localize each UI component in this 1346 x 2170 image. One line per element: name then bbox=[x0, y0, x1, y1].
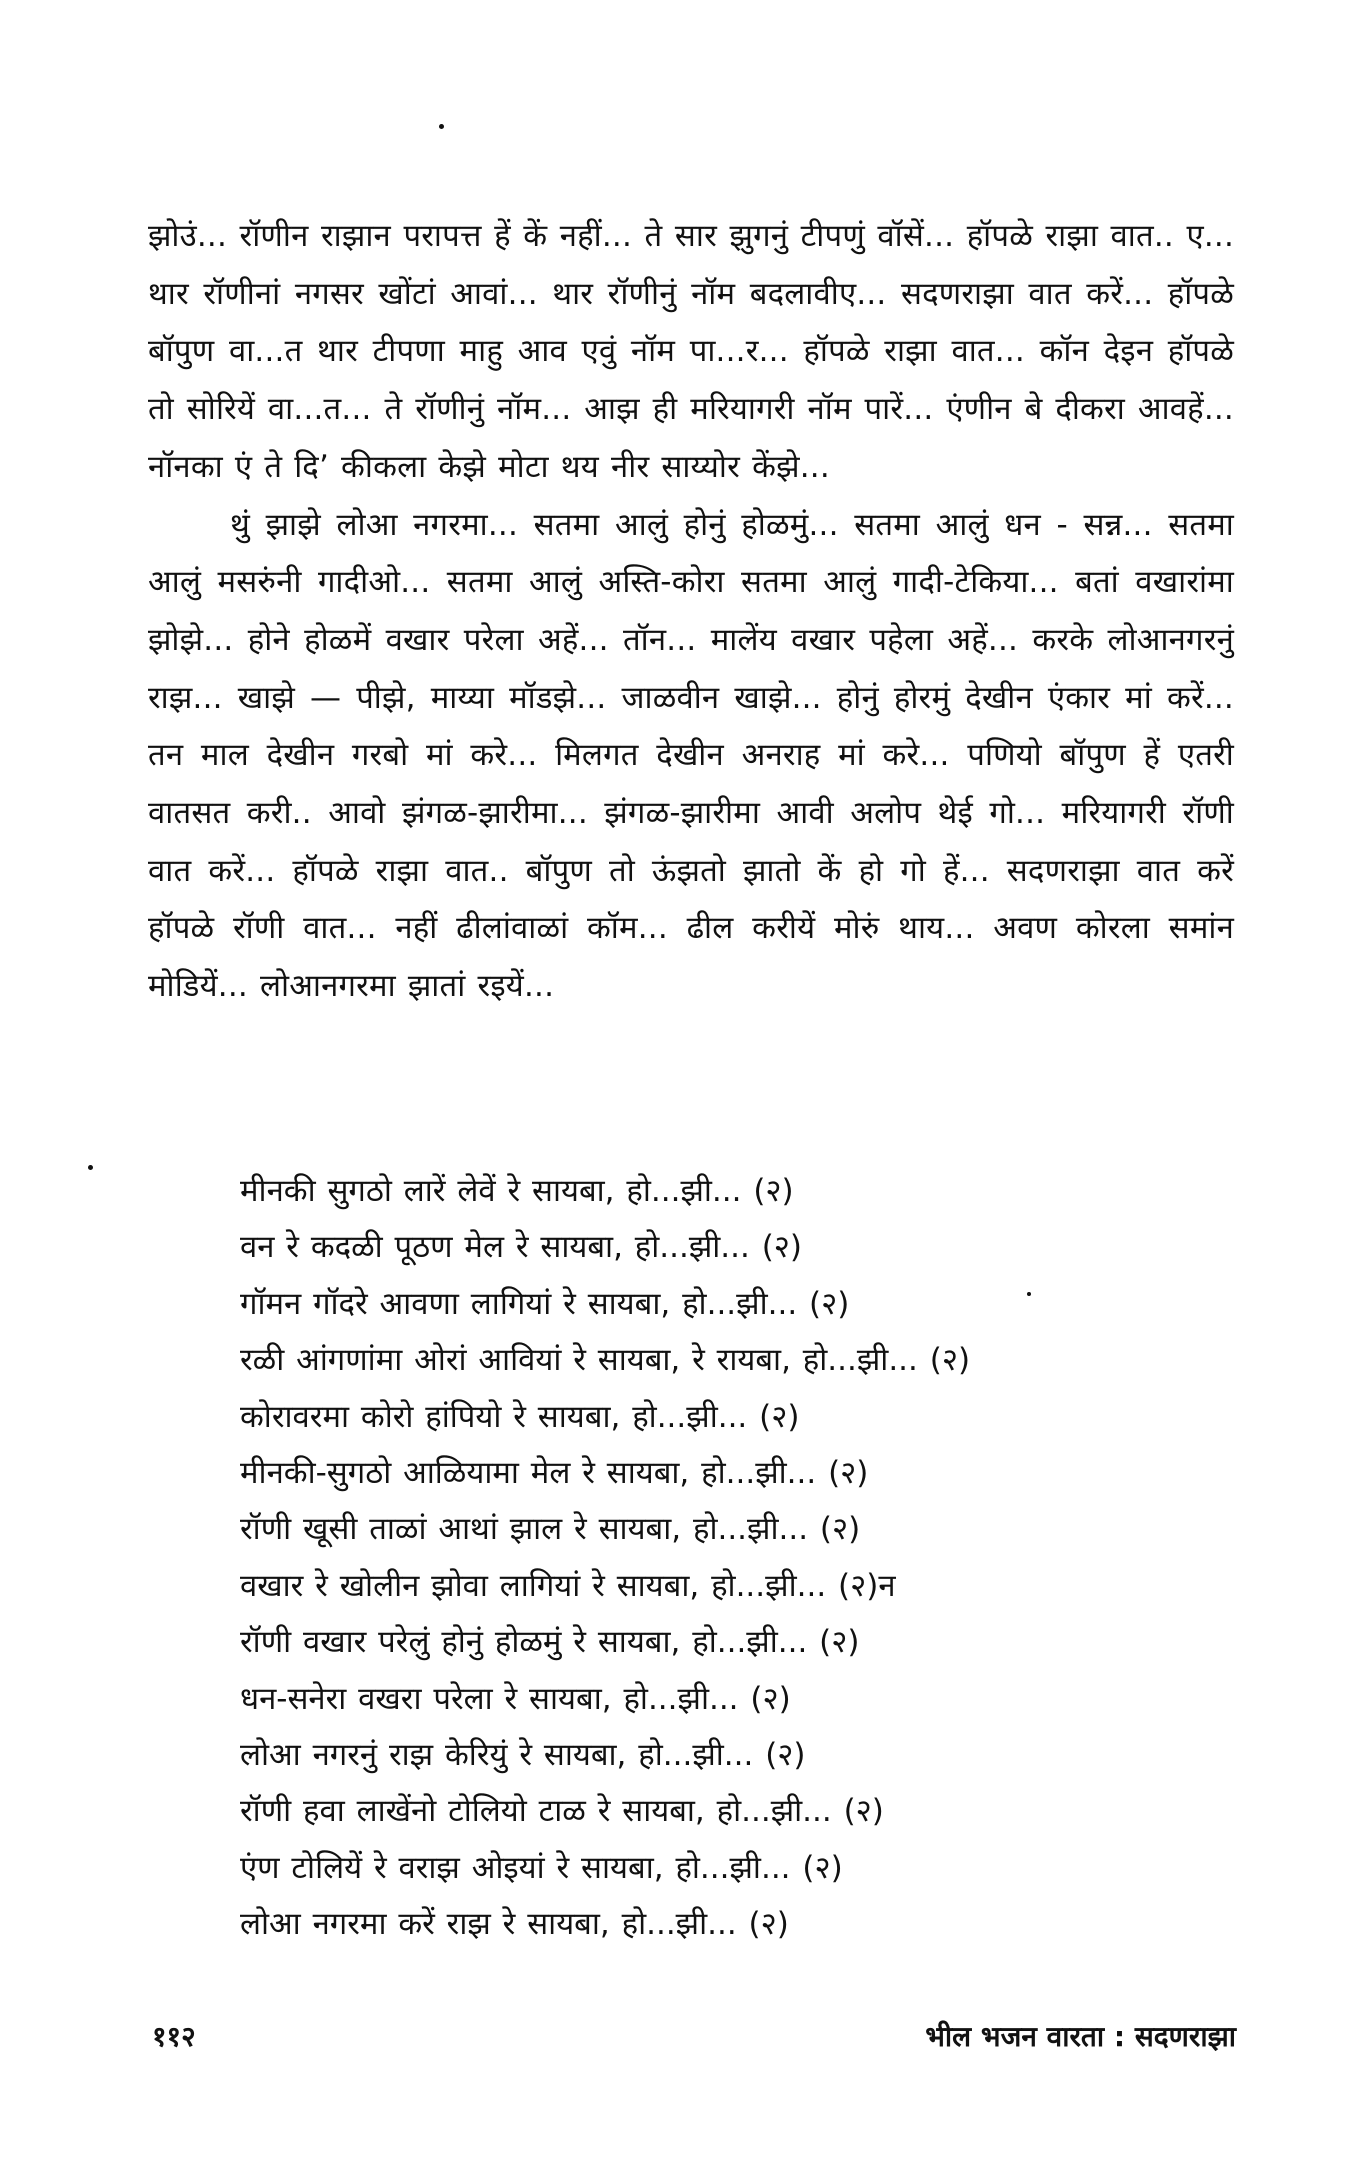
verse-line: धन-सनेरा वखरा परेला रे सायबा, हो...झी... (२) bbox=[240, 1680, 791, 1717]
page-number: ११२ bbox=[152, 2020, 196, 2053]
paragraph-2: थुं झाझे लोआ नगरमा... सतमा आलुं होनुं होळमुं... सतमा आलुं धन - सन्न... सतमा आलुं मसरुंनी गादीओ... सतमा आलुं अस्ति-कोरा सतमा आलुं गादी-टेकिया... बतां वखारांमा झोझे... होने होळमें वखार परेला अहें... तॉन... मालेंय वखार पहेला अहें... करके लोआनगरनुं राझ... खाझे — पीझे, माय्या मॉडझे... जाळवीन खाझे... होनुं होरमुं देखीन एंकार मां करें... तन माल देखीन गरबो मां करे... मिलगत देखीन अनराह मां करे... पणियो बॉपुण हें एतरी वातसत करी.. आवो झंगळ-झारीमा... झंगळ-झारीमा आवी अलोप थेई गो... मरियागरी रॉणी वात करें... हॉपळे राझा वात.. बॉपुण तो ऊंझतो झातो कें हो गो हें... सदणराझा वात करें हॉपळे रॉणी वात... नहीं ढीलांवाळां कॉम... ढील करीयें मोरुं थाय... अवण कोरला समांन मोडियें... लोआनगरमा झातां रइयें... bbox=[148, 506, 1234, 1005]
verse-line: रॉणी खूसी ताळां आथां झाल रे सायबा, हो...झी... (२) bbox=[240, 1511, 861, 1548]
verse-line: कोरावरमा कोरो हांपियो रे सायबा, हो...झी... (२) bbox=[240, 1398, 800, 1435]
verse-line: रळी आंगणांमा ओरां आवियां रे सायबा, रे रायबा, हो...झी... (२) bbox=[240, 1342, 971, 1379]
verse-line: लोआ नगरनुं राझ केरियुं रे सायबा, हो...झी... (२) bbox=[240, 1737, 806, 1774]
verse-line: वन रे कदळी पूठण मेल रे सायबा, हो...झी... (२) bbox=[240, 1229, 803, 1266]
verse-line: वखार रे खोलीन झोवा लागियां रे सायबा, हो...झी... (२)न bbox=[240, 1567, 896, 1604]
paragraph-1: झोउं... रॉणीन राझान परापत्त हें कें नहीं... ते सार झुगनुं टीपणुं वॉसें... हॉपळे राझा वात.. ए... थार रॉणीनां नगसर खोंटां आवां... थार रॉणीनुं नॉम बदलावीए... सदणराझा वात करें... हॉपळे बॉपुण वा...त थार टीपणा माहु आव एवुं नॉम पा...र... हॉपळे राझा वात... कॉन देइन हॉपळे तो सोरियें वा...त... ते रॉणीनुं नॉम... आझ ही मरियागरी नॉम पारें... एंणीन बे दीकरा आवहें... नॉनका एं ते दि’ कीकला केझे मोटा थय नीर साय्योर केंझे... bbox=[148, 218, 1234, 485]
verse-line: गॉमन गॉदरे आवणा लागियां रे सायबा, हो...झी... (२) bbox=[240, 1285, 850, 1322]
verse-line: मीनकी-सुगठो आळियामा मेल रे सायबा, हो...झी... (२) bbox=[240, 1455, 869, 1492]
running-title: भील भजन वारता : सदणराझा bbox=[925, 2020, 1236, 2053]
print-speck bbox=[88, 1165, 93, 1170]
prose-body bbox=[148, 208, 1234, 1016]
song-verses bbox=[240, 1163, 1200, 1953]
verse-line: लोआ नगरमा करें राझ रे सायबा, हो...झी... (२) bbox=[240, 1906, 789, 1943]
verse-line: मीनकी सुगठो लारें लेवें रे सायबा, हो...झी... (२) bbox=[240, 1173, 794, 1209]
verse-line: एंण टोलियें रे वराझ ओइयां रे सायबा, हो...झी... (२) bbox=[240, 1849, 843, 1886]
verse-line: रॉणी वखार परेलुं होनुं होळमुं रे सायबा, हो...झी... (२) bbox=[240, 1624, 860, 1661]
verse-line: रॉणी हवा लाखेंनो टोलियो टाळ रे सायबा, हो...झी... (२) bbox=[240, 1793, 884, 1830]
print-speck bbox=[439, 124, 444, 129]
